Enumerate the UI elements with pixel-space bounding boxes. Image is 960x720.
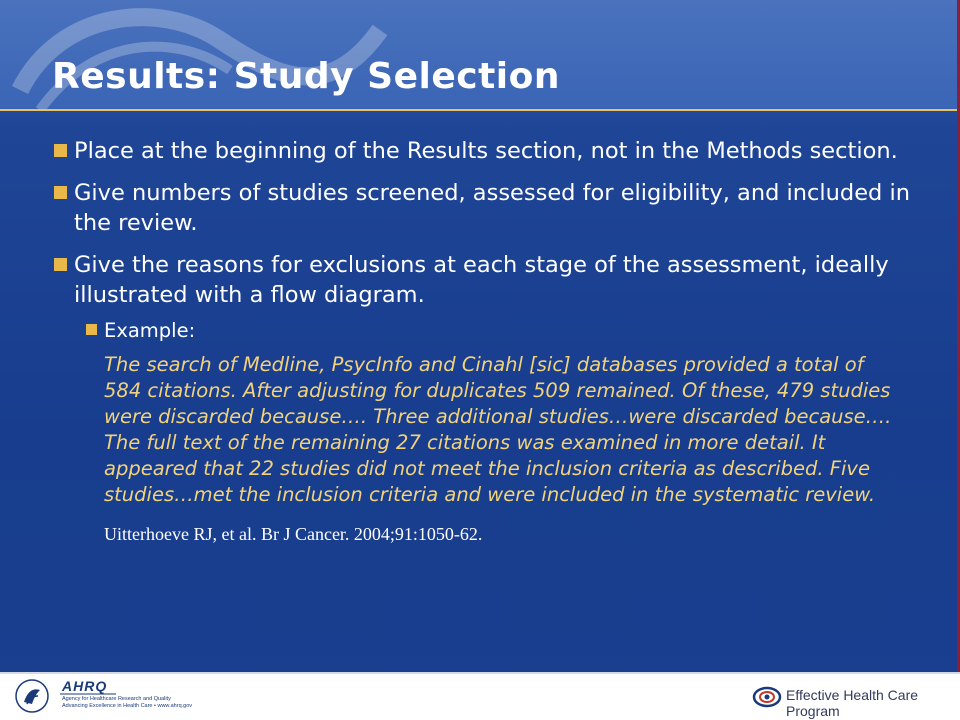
ahrq-tagline [62, 696, 262, 710]
bullet-item [54, 136, 914, 166]
ahrq-logo-text: AHRQ [62, 678, 108, 694]
example-text: The search of Medline, PsycInfo and Cinahl [sic] databases provided a total of 584 citations. After adjusting for duplicates 509 remained. Of these, 479 studies were discarded because…. Three additional studies…were discarded because…. The full text of the remaining 27 citations was examined in more detail. It appeared that 22 studies did not meet the inclusion criteria as described. Five studies…met the inclusion criteria and were included in the systematic review. [104, 353, 892, 506]
page-title: Results: Study Selection [52, 56, 560, 97]
slide-content [54, 136, 914, 545]
title-underline [0, 109, 960, 111]
bullet-text: Give numbers of studies screened, assessed for eligibility, and included in the review. [74, 180, 910, 236]
square-bullet-icon [54, 186, 67, 199]
citation: Uitterhoeve RJ, et al. Br J Cancer. 2004;91:1050-62. [104, 524, 483, 544]
square-bullet-icon [54, 258, 67, 271]
effective-health-care-program-text: Effective Health Care Program [786, 687, 919, 719]
bullet-item [54, 250, 914, 310]
example-label: Example: [104, 319, 196, 342]
bullet-text: Give the reasons for exclusions at each stage of the assessment, ideally illustrated with a flow diagram. [74, 252, 889, 308]
footer-divider [0, 672, 960, 674]
sub-bullet-example [54, 318, 914, 344]
ahrq-tagline-line-2: Advancing Excellence in Health Care • www.ahrq.gov [62, 703, 193, 709]
bullet-item [54, 178, 914, 238]
square-bullet-icon [86, 324, 97, 335]
effective-health-care-logo-icon [752, 682, 782, 712]
ahrq-tagline-line-1: Agency for Healthcare Research and Quality [62, 696, 171, 702]
square-bullet-icon [54, 144, 67, 157]
hhs-eagle-logo-icon [14, 678, 50, 714]
bullet-text: Place at the beginning of the Results section, not in the Methods section. [74, 138, 898, 164]
